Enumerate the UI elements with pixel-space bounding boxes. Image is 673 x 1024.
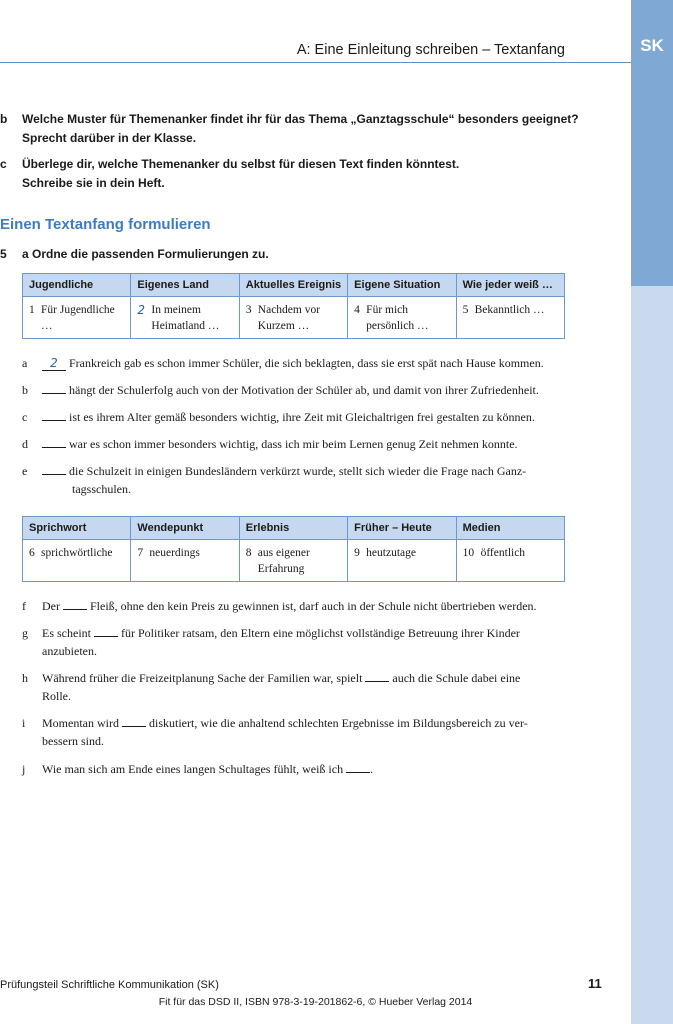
table-cell bbox=[131, 540, 239, 582]
sentence-letter: g bbox=[22, 626, 28, 640]
sentence-letter: d bbox=[22, 437, 28, 451]
sentence-text: Momentan wird bbox=[42, 716, 119, 730]
task-instruction: a Ordne die passenden Formulierungen zu. bbox=[22, 247, 269, 261]
sentence-text: Frankreich gab es schon immer Schüler, die sich beklagten, dass sie erst spät nach Hause kommen. bbox=[69, 356, 544, 370]
table-header: Wie jeder weiß … bbox=[456, 274, 564, 297]
cell-text: Heimatland … bbox=[151, 320, 220, 332]
header-divider bbox=[0, 62, 631, 63]
table-cell bbox=[456, 297, 564, 339]
sentence-continuation: anzubieten. bbox=[42, 644, 97, 658]
sentence-letter: i bbox=[22, 716, 26, 730]
sentence-text: Wie man sich am Ende eines langen Schultages fühlt, weiß ich bbox=[42, 762, 344, 776]
sentence-text: hängt der Schulerfolg auch von der Motivation der Schüler ab, und damit von ihrer Zufriedenheit. bbox=[69, 383, 539, 397]
cell-number: 4 bbox=[354, 304, 360, 316]
table-cell bbox=[239, 297, 347, 339]
cell-number: 6 bbox=[29, 547, 35, 559]
answer-blank[interactable] bbox=[94, 636, 118, 637]
question-line: Welche Muster für Themenanker findet ihr für das Thema „Ganztagsschule“ besonders geeignet? bbox=[22, 112, 579, 126]
table-header: Eigene Situation bbox=[348, 274, 456, 297]
page-title: A: Eine Einleitung schreiben – Textanfang bbox=[296, 42, 565, 58]
table-header: Sprichwort bbox=[23, 517, 131, 540]
table-header: Wendepunkt bbox=[131, 517, 239, 540]
question-line: Überlege dir, welche Themenanker du selbst für diesen Text finden könntest. bbox=[22, 157, 460, 171]
table-header: Jugendliche bbox=[23, 274, 131, 297]
cell-text: sprichwörtliche bbox=[41, 547, 113, 559]
cell-text: heutzutage bbox=[366, 547, 416, 559]
table-header: Medien bbox=[456, 517, 564, 540]
section-code: SK bbox=[640, 36, 664, 55]
sentence-text: Während früher die Freizeitplanung Sache der Familien war, spielt bbox=[42, 671, 363, 685]
sentence-text: für Politiker ratsam, den Eltern eine möglichst vollständige Betreuung ihrer Kinder bbox=[121, 626, 520, 640]
sentence-text: . bbox=[370, 762, 374, 776]
sentence-letter: b bbox=[22, 383, 28, 397]
cell-number: 10 bbox=[462, 547, 475, 559]
answer-blank[interactable] bbox=[63, 609, 87, 610]
cell-text: Kurzem … bbox=[257, 320, 310, 332]
phrases-table-2 bbox=[22, 516, 565, 582]
answer-blank[interactable] bbox=[346, 772, 370, 773]
sentence-text: auch die Schule dabei eine bbox=[392, 671, 521, 685]
sentence-text: Der bbox=[42, 599, 60, 613]
sentence-letter: a bbox=[22, 356, 28, 370]
footer-credit: Fit für das DSD II, ISBN 978-3-19-201862-6, © Hueber Verlag 2014 bbox=[158, 996, 473, 1008]
cell-text: Für Jugendliche bbox=[41, 304, 115, 316]
phrases-table-1 bbox=[22, 273, 565, 339]
table-header: Erlebnis bbox=[239, 517, 347, 540]
answer-blank[interactable]: 2 bbox=[42, 356, 66, 371]
table-cell bbox=[348, 540, 456, 582]
cell-text: öffentlich bbox=[480, 547, 526, 559]
cell-text: Bekanntlich … bbox=[474, 304, 545, 316]
question-letter: b bbox=[0, 112, 8, 126]
sentence-letter: h bbox=[22, 671, 28, 685]
cell-text: Für mich bbox=[366, 304, 409, 316]
cell-number: 1 bbox=[29, 304, 35, 316]
table-cell bbox=[23, 540, 131, 582]
cell-text: neuerdings bbox=[149, 547, 200, 559]
sentence-text: Es scheint bbox=[42, 626, 91, 640]
cell-number: 7 bbox=[137, 547, 144, 559]
sentence-letter: f bbox=[22, 599, 26, 613]
table-cell bbox=[239, 540, 347, 582]
answer-blank[interactable] bbox=[365, 681, 389, 682]
question-line: Sprecht darüber in der Klasse. bbox=[22, 131, 197, 145]
table-cell bbox=[23, 297, 131, 339]
cell-text: Erfahrung bbox=[257, 563, 305, 575]
table-header: Aktuelles Ereignis bbox=[239, 274, 347, 297]
table-header: Früher – Heute bbox=[348, 517, 456, 540]
sentence-text: ist es ihrem Alter gemäß besonders wichtig, ihre Zeit mit Gleichaltrigen frei gestalten zu können. bbox=[69, 410, 535, 424]
answer-blank[interactable] bbox=[42, 447, 66, 448]
table-cell bbox=[456, 540, 564, 582]
question-line: Schreibe sie in dein Heft. bbox=[22, 176, 165, 190]
handwritten-number: 2 bbox=[137, 303, 146, 317]
sentence-text: die Schulzeit in einigen Bundesländern verkürzt wurde, stellt sich wieder die Frage nach Ganz- bbox=[69, 464, 527, 478]
answer-blank[interactable] bbox=[42, 420, 66, 421]
cell-number: 9 bbox=[354, 547, 360, 559]
sentence-continuation: bessern sind. bbox=[42, 734, 104, 748]
sentence-letter: e bbox=[22, 464, 28, 478]
task-number: 5 bbox=[0, 247, 7, 261]
sentence-text: war es schon immer besonders wichtig, dass ich mir beim Lernen genug Zeit nehmen konnte. bbox=[69, 437, 518, 451]
cell-number: 8 bbox=[245, 547, 252, 559]
section-heading: Einen Textanfang formulieren bbox=[0, 216, 211, 233]
cell-text: Nachdem vor bbox=[257, 304, 321, 316]
cell-text: persönlich … bbox=[366, 320, 429, 332]
cell-number: 3 bbox=[245, 304, 252, 316]
sidebar-accent-bottom bbox=[631, 286, 673, 1024]
footer-section-label: Prüfungsteil Schriftliche Kommunikation (SK) bbox=[0, 979, 219, 991]
sentence-text: diskutiert, wie die anhaltend schlechten Ergebnisse im Bildungsbereich zu ver- bbox=[149, 716, 528, 730]
cell-number: 5 bbox=[462, 304, 469, 316]
answer-blank[interactable] bbox=[42, 393, 66, 394]
table-cell bbox=[348, 297, 456, 339]
cell-text: … bbox=[41, 320, 53, 332]
question-letter: c bbox=[0, 157, 7, 171]
sentence-continuation: tagsschulen. bbox=[72, 482, 131, 496]
table-cell bbox=[131, 297, 239, 339]
sentence-letter: c bbox=[22, 410, 28, 424]
sentence-continuation: Rolle. bbox=[42, 689, 71, 703]
cell-text: In meinem bbox=[151, 304, 201, 316]
table-header: Eigenes Land bbox=[131, 274, 239, 297]
sentence-letter: j bbox=[22, 762, 26, 776]
answer-blank[interactable] bbox=[122, 726, 146, 727]
sentence-text: Fleiß, ohne den kein Preis zu gewinnen ist, darf auch in der Schule nicht übertrieben werden. bbox=[90, 599, 537, 613]
cell-text: aus eigener bbox=[257, 547, 310, 559]
answer-blank[interactable] bbox=[42, 474, 66, 475]
page-number: 11 bbox=[588, 976, 602, 991]
